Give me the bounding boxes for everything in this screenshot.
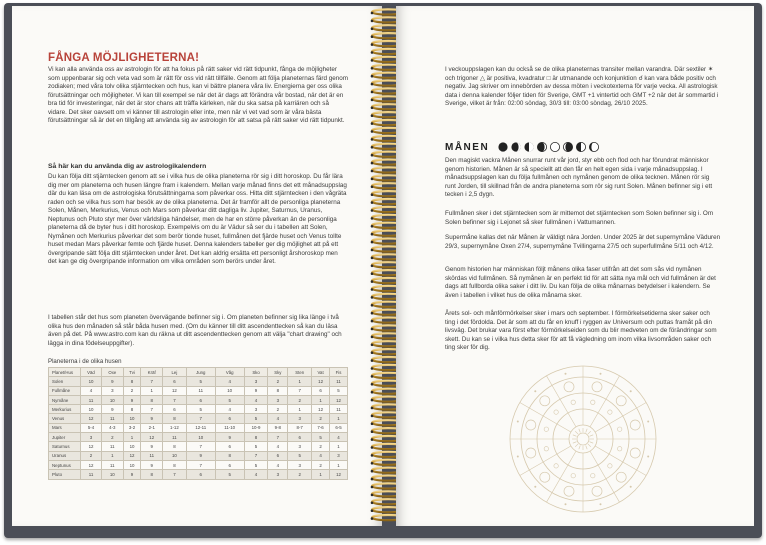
moon-paragraph-4: Genom historien har människan följt månens olika faser utifrån att det som sås vid nymånen skördas vid fullmånen. Så nymånen är en perfekt tid för att sätta nya mål och vid fullmånen är det dags att fullborda olika saker i ditt liv. Du kan följa de olika månarnas betydelser i kalendern. Se även i tabellen i vilket hus de olika månarna sker. [445,266,716,299]
table-cell: 10 [123,414,141,423]
page-title: FÅNGA MÖJLIGHETERNA! [48,52,200,64]
table-cell: 9 [186,451,215,460]
table-cell: 6 [215,442,244,451]
table-cell: 8 [141,395,163,404]
table-cell: 6 [186,395,215,404]
table-cell: 5 [244,414,268,423]
table-cell: 12 [312,377,330,386]
table-cell: 10 [102,470,124,479]
table-cell: 10 [215,386,244,395]
table-cell: 2 [268,377,288,386]
table-cell: 2 [312,414,330,423]
table-cell: 12 [330,470,348,479]
table-cell: 1 [330,460,348,469]
table-cell: 7 [244,451,268,460]
table-cell: 11 [330,405,348,414]
table-row [49,460,348,469]
table-cell: 11 [81,395,102,404]
table-row [49,470,348,479]
table-cell: 11 [102,442,124,451]
table-cell: 1 [312,470,330,479]
table-explanation: I tabellen står det hus som planeten övervägande befinner sig i. Om planeten befinner sig lika länge i två olika hus den månaden så står båda husen med. (Om du känner till ditt ascendenttecken så kan du läsa även på det. På www.astro.com kan du räkna ut ditt ascendenttecken genom att välja "chart drawing" och lägga in dina födelseuppgifter). [48,314,342,347]
moon-paragraph-3: Supermåne kallas det när Månen är väldigt nära Jorden. Under 2025 är det supernymåne Väduren 29/3, supernymåne Oxen 27/4, supernymåne Tvillingarna 27/5 och superfullmåne 5/11 och 4/12. [445,234,721,250]
table-cell: 4 [215,405,244,414]
table-cell: 7 [163,470,187,479]
table-cell: 2 [288,470,312,479]
table-cell: 6 [163,405,187,414]
table-cell: 11 [81,470,102,479]
table-cell: 9 [215,433,244,442]
table-cell: 1-12 [163,423,187,432]
table-header-row [49,368,348,377]
table-cell: Sten [288,368,312,377]
table-cell: 8 [244,433,268,442]
table-cell: 1 [330,414,348,423]
table-cell: 7 [186,442,215,451]
table-cell: 12 [330,395,348,404]
table-cell: 8-7 [288,423,312,432]
table-cell: 9-8 [268,423,288,432]
row-label-cell: Uranus [49,451,81,460]
table-cell: 9 [244,386,268,395]
table-cell: 2 [102,433,124,442]
table-cell: 6 [215,414,244,423]
table-cell: 3 [244,405,268,414]
table-row [49,395,348,404]
table-cell: 11 [330,377,348,386]
table-cell: 12 [81,460,102,469]
table-cell: 11 [141,451,163,460]
table-cell: 4 [244,470,268,479]
table-cell: 10-9 [244,423,268,432]
table-cell: 12 [163,386,187,395]
table-cell: Väd [81,368,102,377]
moon-title: MÅNEN [445,141,490,153]
moon-paragraph-5: Årets sol- och månförmörkelser sker i mars och september. I förmörkelsetiderna sker saker och ting i det fördolda. Det är som att du får en knuff i ryggen av Universum och puttas framåt på din livsväg. Det brukar vara först efter förmörkelseiden som du blir medveten om de förändringar som skett. Du kan se i vilka hus detta sker för att få vägledning om inom vilka livsområden saker och ting sker för dig. [445,310,717,352]
table-cell: 10 [186,433,215,442]
table-cell: 1 [102,451,124,460]
row-label-cell: Fullmåne [49,386,81,395]
table-cell: 1 [288,377,312,386]
table-cell: 11 [186,386,215,395]
table-cell: 2 [268,405,288,414]
table-cell: 7 [186,414,215,423]
table-cell: 5-4 [81,423,102,432]
table-cell: 7 [163,395,187,404]
table-cell: Fis [330,368,348,377]
table-cell: 2 [81,451,102,460]
table-cell: Sko [244,368,268,377]
table-cell: 7-6 [312,423,330,432]
table-cell: 6 [288,433,312,442]
table-row [49,414,348,423]
table-cell: 5 [186,405,215,414]
table-cell: 3 [102,386,124,395]
table-cell: 3 [81,433,102,442]
table-cell: 2 [123,386,141,395]
table-cell: 10 [163,451,187,460]
row-label-cell: Nymåne [49,395,81,404]
table-cell: 4-3 [102,423,124,432]
table-cell: 4 [312,451,330,460]
row-label-cell: Neptunus [49,460,81,469]
table-cell: 12 [141,433,163,442]
table-cell: 2 [312,442,330,451]
table-cell: 8 [141,470,163,479]
table-cell: Kräf [141,368,163,377]
table-cell: 4 [330,433,348,442]
table-cell: 12 [81,442,102,451]
table-cell: 4 [268,460,288,469]
table-cell: 10 [123,460,141,469]
table-cell: Vat [312,368,330,377]
table-cell: 3 [288,460,312,469]
table-cell: 2-1 [141,423,163,432]
table-cell: 8 [215,451,244,460]
table-cell: Sky [268,368,288,377]
table-cell: 5 [330,386,348,395]
row-label-cell: Mars [49,423,81,432]
table-row [49,433,348,442]
table-cell: 12-11 [186,423,215,432]
table-cell: 7 [141,377,163,386]
table-row [49,405,348,414]
table-cell: 8 [123,377,141,386]
table-cell: 4 [81,386,102,395]
table-cell: 5 [244,442,268,451]
table-cell: 6 [312,386,330,395]
table-cell: 11 [163,433,187,442]
table-cell: 7 [288,386,312,395]
table-cell: 4 [268,414,288,423]
table-cell: 8 [163,414,187,423]
table-cell: 10 [102,395,124,404]
table-cell: Tvi [123,368,141,377]
table-cell: 5 [288,451,312,460]
moon-paragraph-2: Fullmånen sker i det stjärntecken som är mittemot det stjärntecken som Solen befinner sig i. Om Solen befinner sig i Lejonet så sker fullmånen i Vattumannen. [445,210,714,226]
table-cell: 11-10 [215,423,244,432]
table-row [49,377,348,386]
table-cell: 12 [312,405,330,414]
table-row [49,451,348,460]
table-cell: 3 [330,451,348,460]
row-label-cell: Jupiter [49,433,81,442]
table-cell: 9 [141,442,163,451]
table-cell: 10 [81,405,102,414]
row-label-cell: Merkurius [49,405,81,414]
table-cell: 2 [288,395,312,404]
table-cell: 8 [163,460,187,469]
table-cell: 9 [141,460,163,469]
table-cell: 7 [141,405,163,414]
row-label-cell: Pluto [49,470,81,479]
table-cell: 9 [102,377,124,386]
table-cell: Oxe [102,368,124,377]
table-cell: 8 [123,405,141,414]
moon-phases-icon [498,141,602,153]
table-cell: 1 [141,386,163,395]
row-label-cell: Solen [49,377,81,386]
transits-paragraph: I veckouppslagen kan du också se de olika planeternas transiter mellan varandra. Där sextiler ✶ och trigoner △ är positiva, kvadratur □ är utmanande och konjunktion ☌ kan vara både positiv och negativ. Jag skriver om innebörden av dessa möten i veckotexterna för varje vecka. All astrologisk data i denna kalender följer tiden för Sverige, GMT +1 vintertid och GMT +2 när det är sommartid i Sverige, vilket är från: 02:00 söndag, 30/3 till: 03:00 söndag, 26/10 2025. [445,66,719,108]
table-cell: 3 [268,470,288,479]
table-row [49,386,348,395]
table-cell: 6-5 [330,423,348,432]
table-cell: 8 [268,386,288,395]
table-cell: 10 [81,377,102,386]
zodiac-wheel-icon [508,364,658,514]
table-cell: 7 [268,433,288,442]
table-cell: 1 [330,442,348,451]
table-cell: 6 [268,451,288,460]
table-row [49,442,348,451]
table-cell: 12 [81,414,102,423]
table-cell: 5 [215,395,244,404]
table-cell: 8 [163,442,187,451]
table-cell: 9 [123,395,141,404]
table-cell: 2 [312,460,330,469]
table-caption: Planeterna i de olika husen [48,358,122,365]
table-cell: 4 [268,442,288,451]
table-cell: Jung [186,368,215,377]
table-cell: 11 [102,414,124,423]
table-cell: Våg [215,368,244,377]
table-cell: 9 [102,405,124,414]
table-cell: 12 [123,451,141,460]
table-cell: 5 [312,433,330,442]
table-cell: 5 [244,460,268,469]
table-cell: 5 [186,377,215,386]
table-cell: 1 [288,405,312,414]
row-label-cell: Planet/Hus [49,368,81,377]
table-cell: 1 [312,395,330,404]
table-cell: Lej [163,368,187,377]
row-label-cell: Venus [49,414,81,423]
table-cell: 1 [123,433,141,442]
planet-house-table [48,367,348,480]
table-cell: 3 [244,377,268,386]
table-cell: 7 [186,460,215,469]
table-cell: 6 [186,470,215,479]
section-subtitle: Så här kan du använda dig av astrologikalendern [48,163,207,170]
table-cell: 9 [123,470,141,479]
table-cell: 6 [163,377,187,386]
moon-paragraph-1: Den magiskt vackra Månen snurrar runt vår jord, styr ebb och flod och har förundrat människor genom historien. Månen är så speciellt att den får en helt egen sida i varje månadsuppslag. I månadsuppslagen kan du följa fullmånen och nymånen genom de olika tecknen. Månen rör sig runt Jorden, till skillnad från de andra planeterna som rör sig runt Solen. Månen befinner sig i ett tecken i 2,5 dygn. [445,157,713,199]
table-cell: 3-2 [123,423,141,432]
row-label-cell: Saturnus [49,442,81,451]
table-cell: 11 [102,460,124,469]
table-cell: 3 [288,442,312,451]
table-cell: 9 [141,414,163,423]
table-cell: 3 [288,414,312,423]
table-cell: 6 [215,460,244,469]
table-cell: 4 [244,395,268,404]
table-cell: 3 [268,395,288,404]
table-cell: 5 [215,470,244,479]
intro-paragraph: Vi kan alla använda oss av astrologin för att ha fokus på rätt saker vid rätt tidpunkt, fånga de möjligheter som uppenbarar sig och veta vad som är rätt för oss vid rätt tillfälle. Genom att följa planeternas färd genom zodiaken; med våra tolv olika stjärntecken och hus, kan vi bättre planera våra liv. Energierna ger oss olika förutsättningar och möjligheter. Vi kan till exempel se när det är dags att förändra vår bostad, när det är en bra tid för investeringar, när det är stor chans att träffa kärleken, när du ska satsa på karriären och så vidare. Det sker oavsett om vi känner till astrologin eller inte, men när vi vet vad som är våra bästa förutsättningar så är det en tillgång att använda sig av astrologin för att satsa på rätt saker vid rätt tidpunkt. [48,66,348,125]
table-cell: 4 [215,377,244,386]
table-cell: 10 [123,442,141,451]
usage-paragraph: Du kan följa ditt stjärntecken genom att se i vilka hus de olika planeterna rör sig i ditt horoskop. Du får lära dig mer om planeterna och husen längre fram i kalendern. Mellan varje månad finns det ett månadsuppslag där du kan läsa om de astrologiska förutsättningarna som påverkar oss. Hitta ditt stjärntecken i den vågräta raden och se vilka hus som har besök av de olika planeterna. Det är framför allt de personliga planeterna Solen, Månen, Merkurius, Venus och Mars som påverkar ditt dagliga liv. Jupiter, Saturnus, Uranus, Neptunus och Pluto styr mer över världsliga händelser, men de har en större påverkan än de personliga planeterna då de byter hus i ditt horoskop. Exempelvis om du är Vädur så ser du i tabellen att Solen, Nymånen och Merkurius påverkar det som berör tionde huset, fullmånen det fjärde huset och Venus tollte huset medan Mars påverkar femte och fjärde huset. Denna kalenders tabeller ger dig möjlighet att på ett övergripande sätt följa ditt stjärntecken under året. Det kan aldrig ersätta ett personligt årshoroskop men det kan ge dig övergripande information om vilka områden som berörs under året. [48,173,347,266]
moon-heading [445,141,602,153]
table-row [49,423,348,432]
